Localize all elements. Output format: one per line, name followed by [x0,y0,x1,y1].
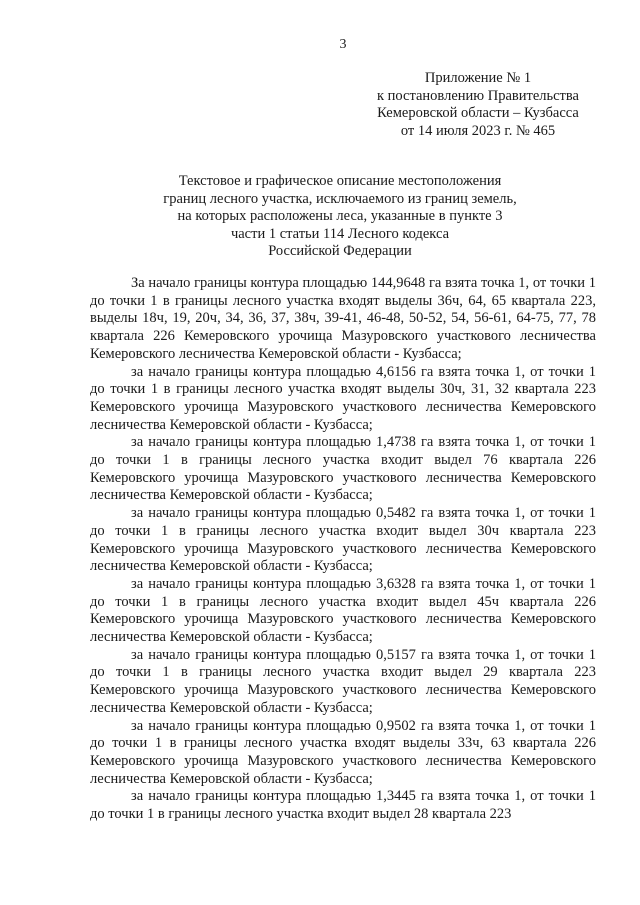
appendix-line: Кемеровской области – Кузбасса [377,105,579,121]
title-line: на которых расположены леса, указанные в пункте 3 [177,208,503,225]
document-title [150,173,530,261]
document-body [90,275,596,824]
body-paragraph: за начало границы контура площадью 1,3445 га взята точка 1, от точки 1 до точки 1 в границы лесного участка входит выдел 28 квартала 223 [90,788,596,823]
title-line: Российской Федерации [268,243,412,260]
body-paragraph: за начало границы контура площадью 0,5482 га взята точка 1, от точки 1 до точки 1 в границы лесного участка входит выдел 30ч квартала 223 Кемеровского урочища Мазуровского участкового лесничества Кемеровского лесничества Кемеровской области - Кузбасса; [90,505,596,575]
body-paragraph: за начало границы контура площадью 4,6156 га взята точка 1, от точки 1 до точки 1 в границы лесного участка входят выделы 30ч, 31, 32 квартала 223 Кемеровского урочища Мазуровского участкового лесничества Кемеровского лесничества Кемеровской области - Кузбасса; [90,363,596,433]
body-paragraph: За начало границы контура площадью 144,9648 га взята точка 1, от точки 1 до точки 1 в границы лесного участка входят выделы 36ч, 64, 65 квартала 223, выделы 18ч, 19, 20ч, 34, 36, 37, 38ч, 39-41, 46-48, 50-52, 54, 56-61, 64-75, 77, 78 квартала 226 Кемеровского урочища Мазуровского участкового лесничества Кемеровского лесничества Кемеровской области - Кузбасса; [90,275,596,362]
body-paragraph: за начало границы контура площадью 0,9502 га взята точка 1, от точки 1 до точки 1 в границы лесного участка входят выделы 33ч, 63 квартала 226 Кемеровского урочища Мазуровского участкового лесничества Кемеровского лесничества Кемеровской области - Кузбасса; [90,717,596,787]
body-paragraph: за начало границы контура площадью 0,5157 га взята точка 1, от точки 1 до точки 1 в границы лесного участка входит выдел 29 квартала 223 Кемеровского урочища Мазуровского участкового лесничества Кемеровского лесничества Кемеровской области - Кузбасса; [90,646,596,716]
body-paragraph: за начало границы контура площадью 3,6328 га взята точка 1, от точки 1 до точки 1 в границы лесного участка входит выдел 45ч квартала 226 Кемеровского урочища Мазуровского участкового лесничества Кемеровского лесничества Кемеровской области - Кузбасса; [90,575,596,646]
appendix-line: к постановлению Правительства [377,87,579,104]
appendix-line: Приложение № 1 [424,70,532,86]
title-line: границ лесного участка, исключаемого из границ земель, [163,190,517,207]
appendix-header [358,70,598,140]
title-line: части 1 статьи 114 Лесного кодекса [230,225,450,242]
appendix-line: от 14 июля 2023 г. № 465 [400,122,556,139]
body-paragraph: за начало границы контура площадью 1,4738 га взята точка 1, от точки 1 до точки 1 в границы лесного участка входит выдел 76 квартала 226 Кемеровского урочища Мазуровского участкового лесничества Кемеровского лесничества Кемеровской области - Кузбасса; [90,434,596,504]
title-line: Текстовое и графическое описание местоположения [178,173,502,189]
page-number: 3 [339,37,347,52]
